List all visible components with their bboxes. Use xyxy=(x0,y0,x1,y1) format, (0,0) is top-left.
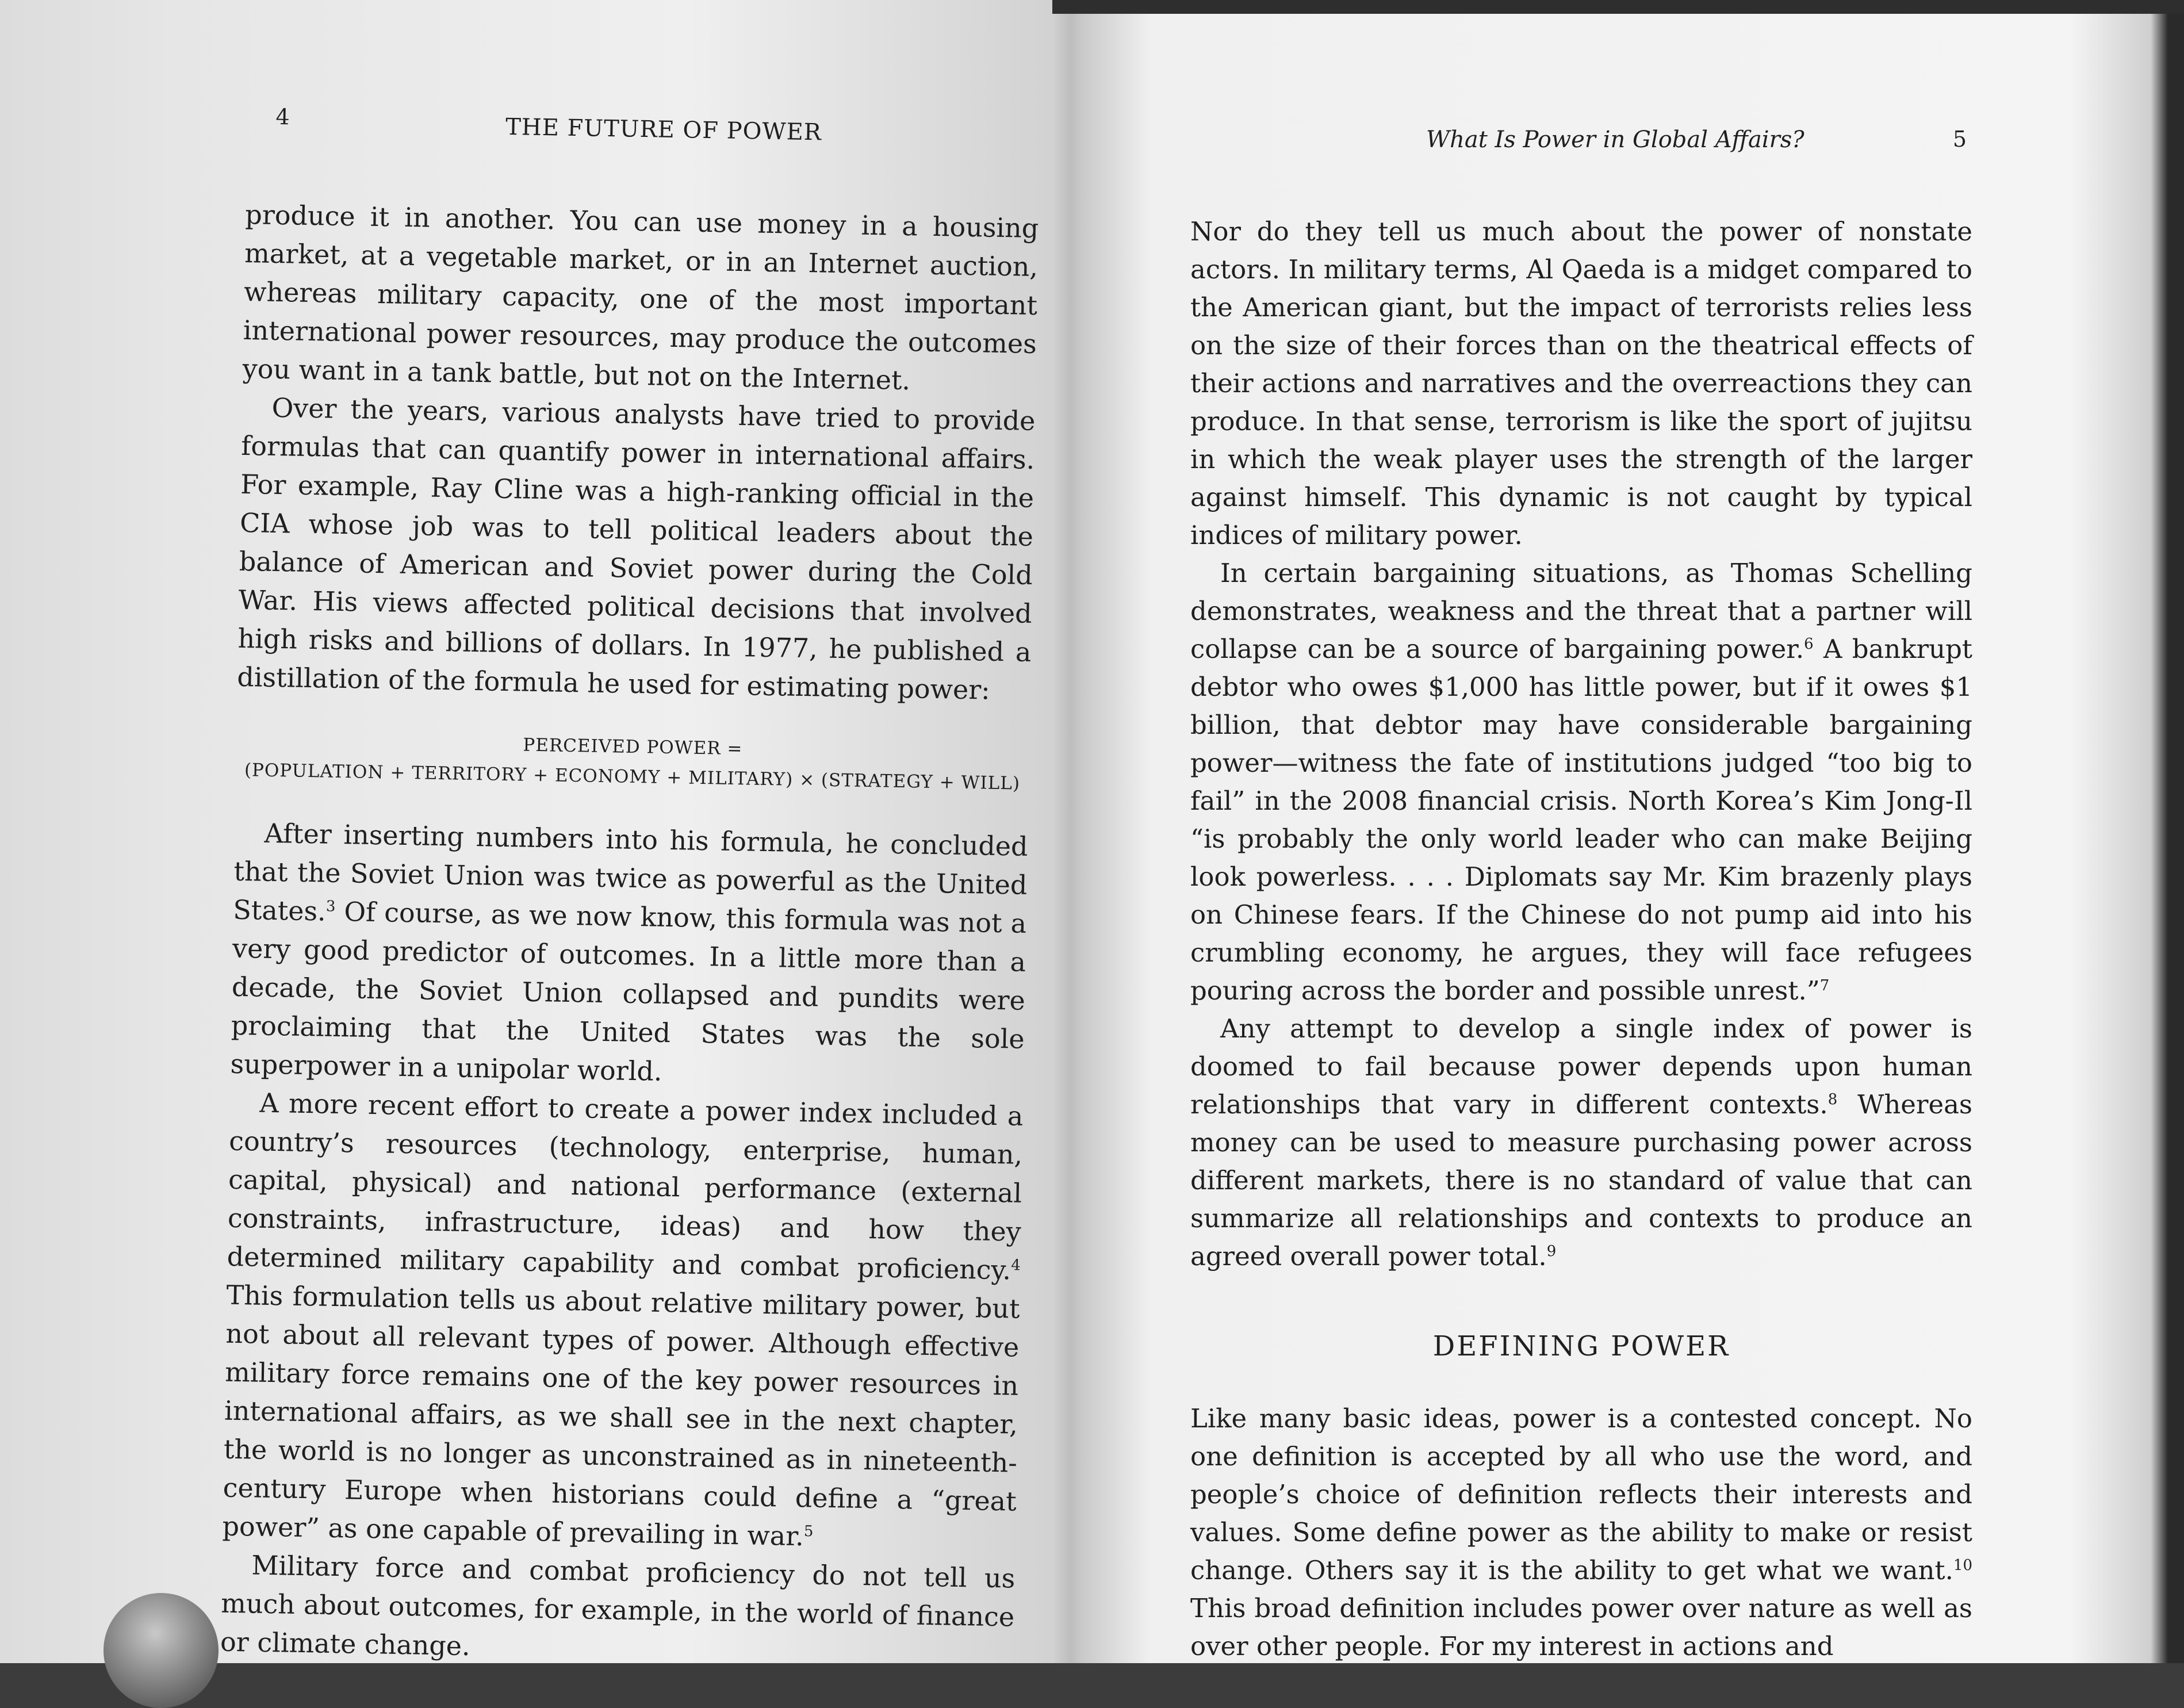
paragraph: A more recent effort to create a power index included a country’s resources (technology, enterprise, human, capital, physical) and national performance (external constraints, infrastructure, ideas) and how they determined military capability and combat proficiency.$^4$ This formulation tells us about relative military power, but not about all relevant types of power. Although effective military force remains one of the key power resources in international affairs, as we shall see in the next chapter, the world is no longer as unconstrained as in nineteenth-century Europe when historians could define a “great power” as one capable of prevailing in war.$^5$ xyxy=(222,1087,1024,1552)
scanner-edge xyxy=(1052,0,2184,14)
left-running-head xyxy=(246,104,1040,175)
paragraph: In certain bargaining situations, as Thomas Schelling demonstrates, weakness and the threat that a partner will collapse can be a source of bargaining power.$^6$ A bankrupt debtor who owes $1,000 has little power, but if it owes $1 billion, that debtor may have considerable bargaining power—witness the fate of institutions judged “too big to fail” in the 2008 financial crisis. North Korea’s Kim Jong-Il “is probably the only world leader who can make Beijing look powerless. . . . Diplomats say Mr. Kim brazenly plays on Chinese fears. If the Chinese do not pump aid into his crumbling economy, he argues, they will face refugees pouring across the border and possible unrest.”$^7$ xyxy=(1190,558,1972,1006)
right-page-body xyxy=(1190,213,1972,1665)
page-number-right: 5 xyxy=(1952,127,1967,152)
power-formula xyxy=(235,725,1030,799)
left-page xyxy=(220,98,1040,1662)
paragraph: Over the years, various analysts have tried to provide formulas that can quantify power in international affairs. For example, Ray Cline was a high-ranking official in the CIA whose job was to tell political leaders about the balance of American and Soviet power during the Cold War. His views affected political decisions that involved high risks and billions of dollars. In 1977, he published a distillation of the formula he used for estimating power: xyxy=(236,392,1036,706)
footnote-ref: 5 xyxy=(803,1522,814,1541)
formula-line: (POPULATION + TERRITORY + ECONOMY + MILITARY) × (STRATEGY + WILL) xyxy=(244,760,1021,794)
right-page xyxy=(1190,115,1973,1661)
page-number-left: 4 xyxy=(275,104,290,130)
footnote-ref: 4 xyxy=(1010,1257,1021,1274)
footnote-ref: 8 xyxy=(1827,1091,1838,1108)
footnote-ref: 9 xyxy=(1546,1243,1557,1260)
paragraph: Like many basic ideas, power is a contested concept. No one definition is accepted by all who use the word, and people’s choice of definition reflects their interests and values. Some define power as the ability to make or resist change. Others say it is the ability to get what we want.$^{10}$ This broad definition includes power over nature as well as over other people. For my interest in actions and xyxy=(1190,1403,1972,1661)
footnote-ref: 10 xyxy=(1953,1557,1972,1574)
footnote-ref: 3 xyxy=(325,898,336,916)
paragraph: Any attempt to develop a single index of power is doomed to fail because power depends upon human relationships that vary in different contexts.$^8$ Whereas money can be used to measure purchasing power across different markets, there is no standard of value that can summarize all relationships and contexts to produce an agreed overall power total.$^9$ xyxy=(1190,1013,1973,1272)
paragraph: Nor do they tell us much about the power of nonstate actors. In military terms, Al Qaeda is a midget compared to the American giant, but the impact of terrorists relies less on the size of their forces than on the theatrical effects of their actions and narratives and the overreactions they can produce. In that sense, terrorism is like the sport of jujitsu in which the weak player uses the strength of the larger against himself. This dynamic is not caught by typical indices of military power. xyxy=(1190,216,1972,550)
thumb-shadow xyxy=(104,1593,219,1708)
footnote-ref: 6 xyxy=(1804,635,1814,653)
formula-line: PERCEIVED POWER = xyxy=(523,734,743,760)
chapter-title-header: What Is Power in Global Affairs? xyxy=(1426,127,1804,153)
left-page-body xyxy=(220,196,1039,1675)
book-title-header: THE FUTURE OF POWER xyxy=(505,113,822,146)
right-running-head xyxy=(1190,127,1972,178)
footnote-ref: 7 xyxy=(1819,977,1830,994)
paragraph: produce it in another. You can use money in a housing market, at a vegetable market, or in an Internet auction, whereas military capacity, one of the most important international power resources, may produce the outcomes you want in a tank battle, but not on the Internet. xyxy=(242,198,1039,396)
section-heading: DEFINING POWER xyxy=(1432,1330,1730,1362)
paragraph: After inserting numbers into his formula, he concluded that the Soviet Union was twice as powerful as the United States.$^3$ Of course, as we now know, this formula was not a very good predictor of outcomes. In a little more than a decade, the Soviet Union collapsed and pundits were proclaiming that the United States was the sole superpower in a unipolar world. xyxy=(230,817,1028,1087)
paragraph: Military force and combat proficiency do not tell us much about outcomes, for example, in the world of finance or climate change. xyxy=(220,1549,1016,1662)
